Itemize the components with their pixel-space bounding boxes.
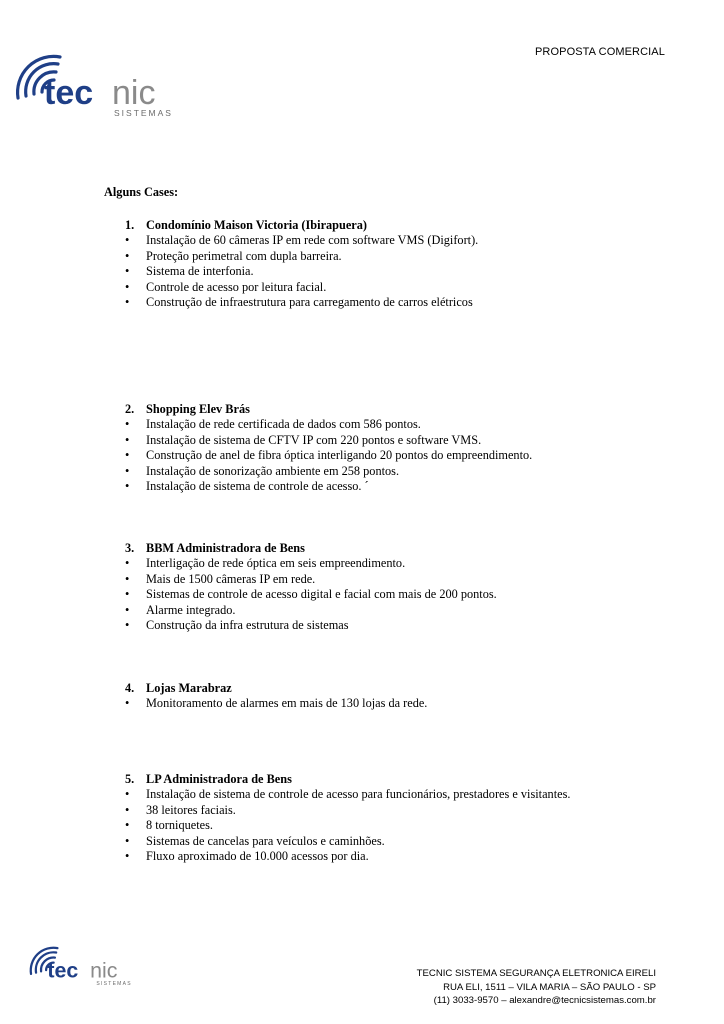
list-item: • Instalação de sonorização ambiente em 258 pontos. bbox=[125, 463, 400, 478]
case-title: 3. BBM Administradora de Bens bbox=[125, 541, 305, 555]
list-item: • Interligação de rede óptica em seis empreendimento. bbox=[125, 556, 406, 571]
list-item: • 8 torniquetes. bbox=[125, 818, 213, 833]
list-item: • Instalação de rede certificada de dados com 586 pontos. bbox=[125, 417, 421, 432]
list-item: • Construção de infraestrutura para carregamento de carros elétricos bbox=[125, 295, 473, 309]
list-item: • Instalação de sistema de CFTV IP com 220 pontos e software VMS. bbox=[125, 432, 482, 447]
list-item: • Alarme integrado. bbox=[125, 602, 236, 617]
list-item: • Sistemas de controle de acesso digital e facial com mais de 200 pontos. bbox=[125, 587, 497, 602]
footer-logo bbox=[26, 944, 136, 990]
logo-text-light: nic bbox=[90, 958, 118, 983]
list-item: • Instalação de sistema de controle de acesso. ´ bbox=[125, 479, 369, 493]
footer-address: RUA ELI, 1511 – VILA MARIA – SÃO PAULO - SP bbox=[443, 981, 656, 993]
logo-text-dark: tec bbox=[44, 74, 94, 112]
case-title: 5. LP Administradora de Bens bbox=[125, 772, 292, 786]
list-item: • 38 leitores faciais. bbox=[125, 802, 236, 817]
list-item: • Instalação de 60 câmeras IP em rede com software VMS (Digifort). bbox=[125, 233, 479, 248]
list-item: • Sistemas de cancelas para veículos e caminhões. bbox=[125, 833, 385, 848]
list-item: • Instalação de sistema de controle de acesso para funcionários, prestadores e visitantes. bbox=[125, 787, 571, 802]
logo-text-dark: tec bbox=[47, 958, 79, 983]
section-heading: Alguns Cases: bbox=[104, 185, 179, 199]
footer-contact bbox=[417, 967, 656, 1008]
header-label: PROPOSTA COMERCIAL bbox=[535, 46, 665, 58]
list-item: • Fluxo aproximado de 10.000 acessos por dia. bbox=[125, 849, 369, 863]
case-title: 2. Shopping Elev Brás bbox=[125, 402, 250, 416]
list-item: • Mais de 1500 câmeras IP em rede. bbox=[125, 571, 316, 586]
case-title: 4. Lojas Marabraz bbox=[125, 681, 232, 695]
list-item: • Proteção perimetral com dupla barreira. bbox=[125, 248, 342, 263]
list-item: • Monitoramento de alarmes em mais de 130 lojas da rede. bbox=[125, 696, 428, 711]
company-logo bbox=[10, 52, 185, 122]
list-item: • Construção de anel de fibra óptica interligando 20 pontos do empreendimento. bbox=[125, 448, 533, 463]
logo-subtitle: SISTEMAS bbox=[96, 981, 132, 988]
case-title: 1. Condomínio Maison Victoria (Ibirapuera) bbox=[125, 218, 368, 232]
footer-phone-email: (11) 3033-9570 – alexandre@tecnicsistemas.com.br bbox=[433, 995, 656, 1007]
footer-company: TECNIC SISTEMA SEGURANÇA ELETRONICA EIRELI bbox=[416, 968, 656, 979]
list-item: • Sistema de interfonia. bbox=[125, 264, 254, 279]
logo-text-light: nic bbox=[112, 74, 156, 112]
list-item: • Controle de acesso por leitura facial. bbox=[125, 279, 327, 294]
logo-subtitle: SISTEMAS bbox=[114, 108, 173, 118]
list-item: • Construção da infra estrutura de sistemas bbox=[125, 618, 349, 632]
